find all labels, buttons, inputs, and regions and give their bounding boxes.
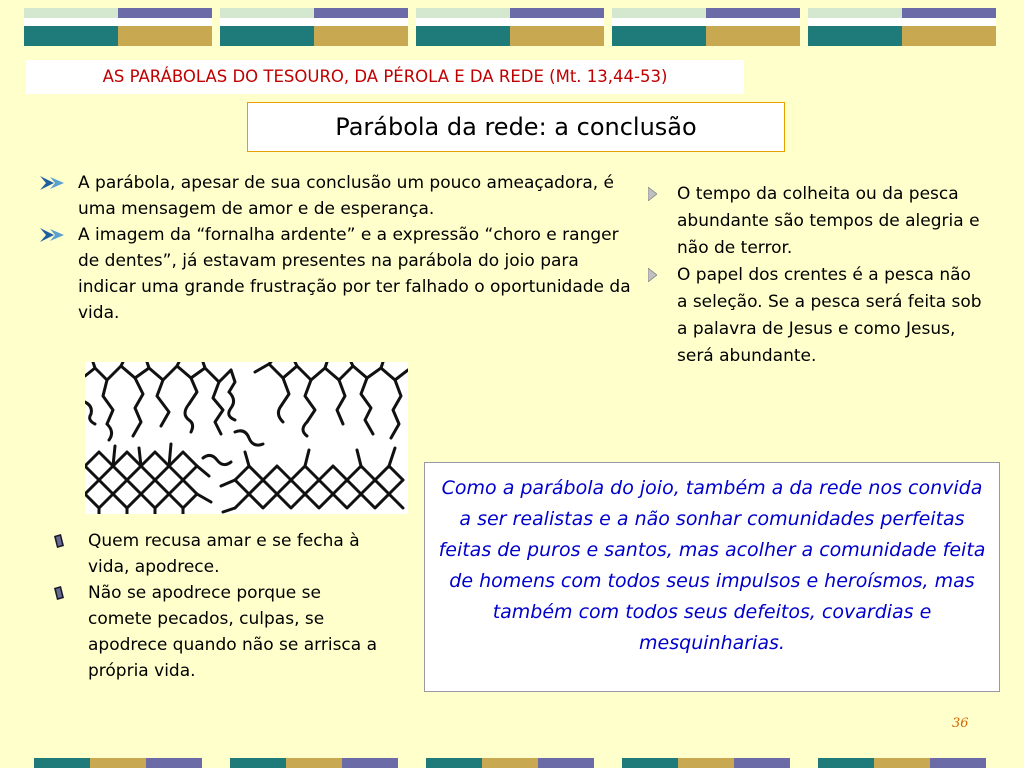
band-tile xyxy=(314,26,408,36)
list-item xyxy=(646,262,986,370)
band-tile xyxy=(426,758,482,768)
left-bullet-list xyxy=(40,170,640,326)
band-tile xyxy=(146,758,202,768)
band-tile xyxy=(416,26,510,36)
band-tile xyxy=(510,8,604,18)
band-tile xyxy=(808,26,902,36)
band-tile xyxy=(24,26,118,36)
triangle-bullet-icon xyxy=(648,268,657,282)
band-tile xyxy=(612,36,706,46)
list-item xyxy=(646,181,986,262)
square-bullet-icon xyxy=(54,534,64,548)
band-tile xyxy=(416,36,510,46)
band-tile xyxy=(220,26,314,36)
band-tile xyxy=(538,758,594,768)
band-tile xyxy=(482,758,538,768)
arrow-bullet-icon xyxy=(40,176,68,190)
band-tile xyxy=(220,18,408,26)
list-item xyxy=(54,528,384,580)
band-tile xyxy=(342,758,398,768)
right-bullet-text: O papel dos crentes é a pesca não a seleção. Se a pesca será feita sob a palavra de Jesus e como Jesus, será abundante. xyxy=(677,265,982,366)
triangle-bullet-icon xyxy=(648,187,657,201)
band-tile xyxy=(808,18,996,26)
band-tile xyxy=(24,36,118,46)
band-tile xyxy=(808,8,902,18)
bottom-bullet-list xyxy=(54,528,384,684)
band-tile xyxy=(734,758,790,768)
band-tile xyxy=(416,8,510,18)
band-tile xyxy=(510,26,604,36)
list-item xyxy=(54,580,384,684)
band-tile xyxy=(874,758,930,768)
band-tile xyxy=(612,26,706,36)
list-item xyxy=(40,222,640,326)
band-tile xyxy=(24,8,118,18)
left-bullet-text: A parábola, apesar de sua conclusão um pouco ameaçadora, é uma mensagem de amor e de esperança. xyxy=(78,173,615,219)
right-bullet-list xyxy=(646,181,986,370)
band-tile xyxy=(706,26,800,36)
right-bullet-text: O tempo da colheita ou da pesca abundante são tempos de alegria e não de terror. xyxy=(677,184,980,258)
bottom-bullet-text: Quem recusa amar e se fecha à vida, apodrece. xyxy=(88,531,360,577)
band-tile xyxy=(34,758,90,768)
broken-net-image xyxy=(85,362,408,514)
band-tile xyxy=(118,8,212,18)
band-tile xyxy=(612,8,706,18)
top-decorative-band xyxy=(0,8,1024,48)
band-tile xyxy=(808,36,902,46)
header-title: AS PARÁBOLAS DO TESOURO, DA PÉROLA E DA REDE (Mt. 13,44-53) xyxy=(26,60,744,94)
slide-title: Parábola da rede: a conclusão xyxy=(247,102,785,152)
band-tile xyxy=(24,18,212,26)
band-tile xyxy=(416,18,604,26)
bottom-decorative-band xyxy=(0,758,1024,768)
page-number: 36 xyxy=(952,716,969,731)
band-tile xyxy=(622,758,678,768)
band-tile xyxy=(678,758,734,768)
left-bullet-text: A imagem da “fornalha ardente” e a expressão “choro e ranger de dentes”, já estavam presentes na parábola do joio para indicar uma grande frustração por ter falhado o oportunidade da vida. xyxy=(78,225,631,323)
band-tile xyxy=(230,758,286,768)
band-tile xyxy=(930,758,986,768)
band-tile xyxy=(902,8,996,18)
band-tile xyxy=(220,36,314,46)
band-tile xyxy=(90,758,146,768)
broken-net-icon xyxy=(85,362,408,514)
band-tile xyxy=(220,8,314,18)
band-tile xyxy=(706,8,800,18)
list-item xyxy=(40,170,640,222)
bottom-bullet-text: Não se apodrece porque se comete pecados, culpas, se apodrece quando não se arrisca a própria vida. xyxy=(88,583,378,681)
band-tile xyxy=(818,758,874,768)
square-bullet-icon xyxy=(54,586,64,600)
band-tile xyxy=(612,18,800,26)
band-tile xyxy=(118,26,212,36)
band-tile xyxy=(286,758,342,768)
arrow-bullet-icon xyxy=(40,228,68,242)
band-tile xyxy=(902,26,996,36)
quote-box: Como a parábola do joio, também a da rede nos convida a ser realistas e a não sonhar comunidades perfeitas feitas de puros e santos, mas acolher a comunidade feita de homens com todos seus impulsos e heroísmos, mas também com todos seus defeitos, covardias e mesquinharias. xyxy=(424,462,1000,692)
band-tile xyxy=(314,8,408,18)
